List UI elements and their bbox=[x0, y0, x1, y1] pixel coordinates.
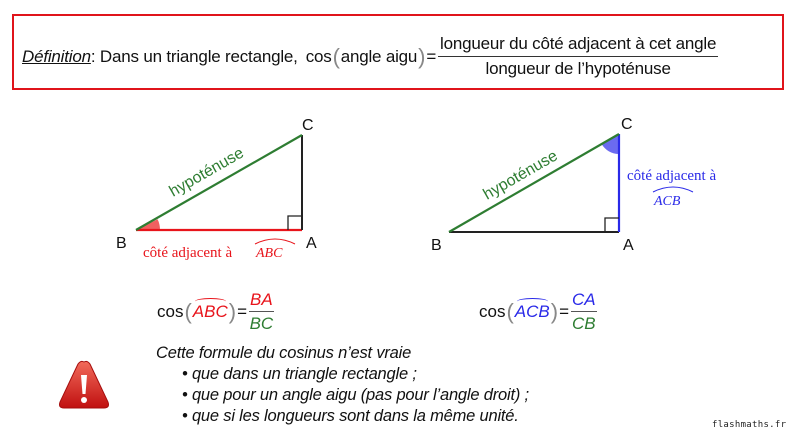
angle-hat-right bbox=[653, 187, 693, 192]
definition-argument: angle aigu bbox=[340, 46, 418, 66]
warning-intro: Cette formule du cosinus n’est vraie bbox=[156, 344, 412, 362]
warning-text bbox=[156, 343, 529, 427]
adjacent-label-right: côté adjacent à bbox=[627, 168, 717, 184]
formula-angle-acb: ACB bbox=[515, 302, 550, 322]
right-angle-marker bbox=[288, 216, 302, 230]
cos-function: cos bbox=[305, 46, 332, 66]
warning-triangle-icon bbox=[60, 361, 109, 408]
side-bc-hypotenuse bbox=[136, 135, 302, 230]
triangle-right bbox=[431, 116, 716, 254]
triangle-left bbox=[116, 117, 317, 261]
angle-name-right: ACB bbox=[654, 194, 681, 209]
definition-denominator: longueur de l’hypoténuse bbox=[485, 59, 671, 78]
hypotenuse-label-left: hypoténuse bbox=[166, 144, 247, 201]
numerator-ca: CA bbox=[571, 290, 597, 312]
equals-sign: = bbox=[237, 302, 248, 321]
vertex-c-left: C bbox=[302, 117, 314, 134]
definition-text: : Dans un triangle rectangle, bbox=[90, 46, 298, 66]
cos-function: cos bbox=[157, 302, 184, 321]
formula-right: cos ( ACB ) = $\frac{CA}{CB}$ bbox=[479, 290, 596, 333]
formula-left: cos ( ABC ) = $\frac{BA}{BC}$ bbox=[157, 290, 274, 333]
cos-function: cos bbox=[479, 302, 506, 321]
watermark: flashmaths.fr bbox=[712, 420, 787, 430]
warning-item: • que si les longueurs sont dans la même unité. bbox=[182, 407, 519, 425]
equals-sign: = bbox=[559, 302, 570, 321]
angle-hat-left bbox=[255, 239, 295, 244]
angle-acb-marker bbox=[602, 134, 619, 154]
formula-fraction-left bbox=[249, 290, 274, 334]
angle-name-left: ABC bbox=[256, 246, 283, 261]
formula-angle-abc: ABC bbox=[193, 302, 228, 322]
warning-item: • que pour un angle aigu (pas pour l’angle droit) ; bbox=[182, 386, 529, 404]
vertex-b-left: B bbox=[116, 235, 127, 252]
definition-numerator: longueur du côté adjacent à cet angle bbox=[438, 34, 718, 57]
warning-item: • que dans un triangle rectangle ; bbox=[182, 365, 417, 383]
hypotenuse-label-right: hypoténuse bbox=[480, 147, 561, 204]
adjacent-label-left: côté adjacent à bbox=[143, 245, 233, 261]
numerator-ba: BA bbox=[249, 290, 274, 312]
vertex-a-left: A bbox=[306, 235, 317, 252]
formula-fraction-right bbox=[571, 290, 597, 334]
denominator-cb: CB bbox=[572, 314, 596, 333]
vertex-b-right: B bbox=[431, 237, 442, 254]
denominator-bc: BC bbox=[249, 314, 274, 333]
vertex-c-right: C bbox=[621, 116, 633, 133]
definition-label: Définition bbox=[22, 46, 91, 66]
right-angle-marker bbox=[605, 218, 619, 232]
definition-line: Définition : Dans un triangle rectangle, cos ( angle aigu ) = $\frac{\text{longueur du côté adjacent à cet angle}}{\text{longueur de l’hypoténuse}}$ bbox=[22, 34, 717, 78]
vertex-a-right: A bbox=[623, 237, 634, 254]
side-bc-hypotenuse bbox=[449, 134, 619, 232]
equals-sign: = bbox=[426, 46, 437, 66]
